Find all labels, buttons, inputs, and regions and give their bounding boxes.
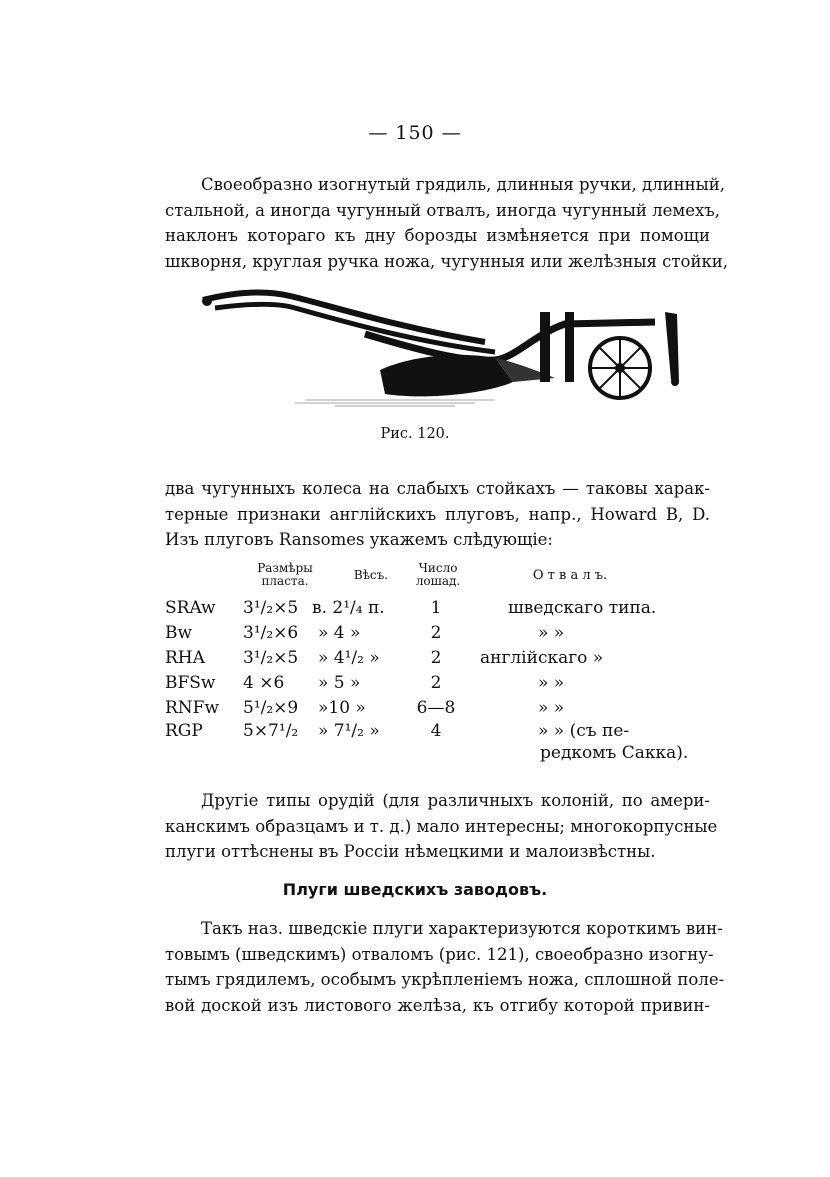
table-row [0,673,830,697]
header-dimensions-line: пласта. [261,574,309,588]
cell-horses: 2 [430,623,442,643]
header-weight: Вѣсъ. [353,568,389,582]
cell-code: BFSw [165,673,216,693]
text-line: вой доской изъ листового желѣза, къ отгибу которой привин- [165,995,710,1015]
cell-code: RHA [165,648,205,668]
cell-mouldboard: » » [538,698,565,718]
text-line: шкворня, круглая ручка ножа, чугунныя или желѣзныя стойки, [165,251,729,271]
text-line: стальной, а иногда чугунный отвалъ, иногда чугунный лемехъ, [165,200,721,220]
cell-mouldboard: » » [538,623,565,643]
header-mouldboard: О т в а л ъ. [532,568,608,583]
cell-dimensions: 3¹/₂×5 [243,598,299,618]
cell-dimensions: 5¹/₂×9 [243,698,299,718]
cell-dimensions: 4 ×6 [243,673,285,693]
text-line: Такъ наз. шведскіе плуги характеризуются короткимъ вин- [201,919,723,938]
cell-dimensions: 3¹/₂×6 [243,623,299,643]
text-line: терные признаки англійскихъ плуговъ, напр., Howard B, D. [165,504,710,524]
figure-caption: Рис. 120. [380,426,450,442]
header-horses [408,562,468,588]
cell-mouldboard: англійскаго » [480,648,604,668]
cell-weight: » 5 » [318,673,361,693]
cell-code: RNFw [165,698,220,718]
cell-weight: » 7¹/₂ » [318,721,380,741]
cell-weight: » 4¹/₂ » [318,648,380,668]
text-line: наклонъ котораго къ дну борозды измѣняется при помощи [165,226,710,245]
table-row-continuation: редкомъ Сакка). [540,743,689,763]
text-line: тымъ грядилемъ, особымъ укрѣпленіемъ ножа, сплошной поле- [165,970,725,989]
table-row [0,648,830,672]
text-line: товымъ (шведскимъ) отваломъ (рис. 121), своеобразно изогну- [165,944,714,964]
cell-mouldboard: шведскаго типа. [508,598,657,618]
paragraph-other-types [165,788,718,865]
cell-horses: 2 [430,648,442,668]
header-dimensions [250,562,320,588]
cell-horses: 4 [430,721,442,741]
cell-weight: » 4 » [318,623,361,643]
cell-code: SRAw [165,598,216,618]
table-row [0,623,830,647]
text-line: Другіе типы орудій (для различныхъ колоній, по амери- [201,791,710,810]
header-dimensions-line: Размѣры [257,561,313,575]
plow-illustration [195,282,695,414]
cell-code: RGP [165,721,203,741]
text-line: канскимъ образцамъ и т. д.) мало интересны; многокорпусные [165,816,718,836]
cell-horses: 2 [430,673,442,693]
header-horses-line: Число [418,561,458,575]
cell-weight: в. 2¹/₄ п. [312,598,385,618]
cell-code: Bw [165,623,193,643]
table-row [0,721,830,745]
paragraph-intro [165,172,729,274]
cell-mouldboard: » » [538,673,565,693]
text-line: Своеобразно изогнутый грядиль, длинныя ручки, длинный, [201,175,725,194]
cell-dimensions: 5×7¹/₂ [243,721,299,741]
text-line: два чугунныхъ колеса на слабыхъ стойкахъ — таковы харак- [165,479,710,498]
text-line: Изъ плуговъ Ransomes укажемъ слѣдующіе: [165,530,553,549]
table-row [0,698,830,722]
text-line: плуги оттѣснены въ Россіи нѣмецкими и малоизвѣстны. [165,842,656,861]
paragraph-english-plows [165,476,710,553]
cell-weight: »10 » [318,698,366,718]
header-horses-line: лошад. [415,574,461,588]
paragraph-swedish-plows [165,916,725,1018]
page-number: — 150 — [368,122,462,144]
cell-horses: 1 [430,598,442,618]
cell-dimensions: 3¹/₂×5 [243,648,299,668]
table-row [0,598,830,622]
section-heading: Плуги шведскихъ заводовъ. [282,880,548,899]
cell-mouldboard: » » (съ пе- [538,721,630,741]
cell-horses: 6—8 [416,698,456,718]
